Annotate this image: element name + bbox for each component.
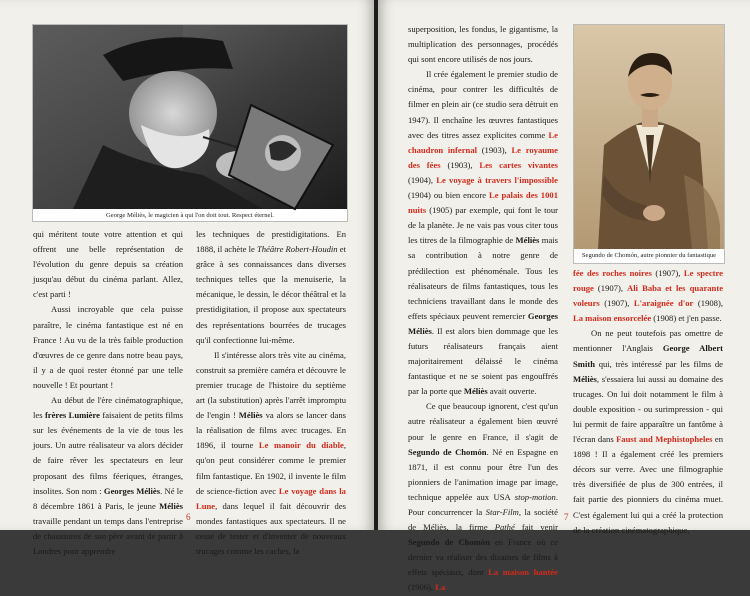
film-title: Le chaudron infernal [408, 129, 558, 155]
paragraph [33, 227, 183, 302]
text-run: Méliès [463, 386, 488, 397]
text-run: Ce que beaucoup ignorent, c'est qu'un autre réalisateur a également bien œuvré pour le genre en France, il s'agit de [408, 401, 558, 442]
paragraph [196, 348, 346, 559]
text-run: Méliès [159, 500, 183, 511]
paragraph [408, 22, 558, 67]
text-run: George Albert Smith [573, 343, 723, 369]
film-title: Le manoir du diable [258, 440, 344, 451]
paragraph [573, 326, 723, 537]
film-title: Le palais des 1001 nuits [408, 190, 558, 216]
chomon-portrait-image [574, 25, 724, 249]
film-title: Les cartes vivantes [479, 159, 559, 170]
film-title: La [435, 582, 446, 593]
paragraph [408, 399, 558, 595]
text-run: Méliès [238, 410, 263, 421]
text-run: frères Lumière [44, 410, 100, 421]
text-run: travaille pendant un temps dans l'entreprise de chaussures de son père avant de partir à Londres pour apprendre [33, 515, 183, 556]
text-run: Segundo de Chomón [408, 537, 490, 548]
melies-photo-caption: George Méliès, le magicien à qui l'on doit tout. Respect éternel. [106, 212, 274, 219]
page-number-left: 6 [186, 512, 191, 522]
chomon-photo-caption: Segundo de Chomón, autre pionnier du fantastique [581, 252, 717, 259]
text-run: mais sa contribution à notre genre de prédilection est phénoménale. Tous les réalisateurs de films fantastiques, tous les techniciens travaillant dans le monde des effets spéciaux peuvent remercier [408, 235, 558, 321]
text-run: Il crée également le premier studio de cinéma, pour contrer les difficultés de filmer en plein air (ce studio sera détruit en 1947). Il enchaîne les œuvres fantastiques avec des titres assez explicites comme [408, 69, 558, 140]
text-run: Pathé [494, 522, 515, 533]
text-run: (1907), [593, 283, 628, 294]
text-run: en France où ce dernier va réaliser des dizaines de films à effets spéciaux, dont [408, 537, 559, 578]
text-run: Méliès [515, 235, 540, 246]
film-title: La maison ensorcelée [573, 313, 652, 324]
text-run: Théâtre Robert-Houdin [256, 244, 338, 255]
paragraph [573, 266, 723, 326]
right-page-column-1 [408, 22, 558, 596]
text-run: Il s'intéresse alors très vite au cinéma, construit sa première caméra et découvre le premier trucage de l'histoire du septième art (la substitution) après l'arrêt impromptu de l'engin ! [196, 349, 346, 421]
right-page-column-2 [573, 266, 723, 538]
text-run: les techniques de prestidigitations. En 1888, il achète le [196, 229, 346, 255]
film-title: fée des roches noires [573, 268, 652, 278]
text-run: , dans lequel il fait découvrir des mondes fantastiques aux spectateurs. Il ne cesse de tester et d'inventer de nouveaux trucages comme les caches, la [196, 500, 346, 556]
text-run: (1903), [440, 159, 480, 170]
text-run: Georges Méliès [408, 310, 558, 336]
text-run: (1908) et j'en passe. [651, 313, 722, 324]
film-title: Ali Baba et les quarante voleurs [573, 283, 724, 309]
text-run: et grâce à ses connaissances dans diverses techniques telles que la menuiserie, la mécanique, le dessin, le décor théâtral et la prestidigitation, il propose aux spectateurs des représentations bourrées de trucages qu'il confectionne lui-même. [196, 244, 346, 345]
left-page-column-1 [33, 227, 183, 559]
text-run: . Né en Espagne en 1871, il est connu pour être l'un des pionniers de l'animation image par image, technique appelée aux USA [408, 446, 558, 502]
melies-painting-image [33, 25, 347, 209]
text-run: Segundo de Chomón [408, 446, 487, 457]
film-title: Le voyage dans la Lune [196, 485, 346, 511]
paragraph [196, 227, 346, 348]
chomon-photo [573, 24, 725, 264]
text-run: , qu'on peut considérer comme le premier film fantastique. En 1902, il invente le film de science-fiction avec [196, 440, 346, 496]
text-run: (1905) par exemple, qui font le tour de la planète. Je ne vais pas vous citer tous les titres de la filmographie de [408, 205, 558, 246]
paragraph [408, 67, 558, 399]
paragraph [33, 302, 183, 393]
left-page [0, 0, 374, 556]
text-run: . Il est alors bien dommage que les futurs réalisateurs français aient majoritairement délaissé le cinéma fantastique et ne se soient pas engouffrés par la porte que [408, 325, 558, 397]
text-run: On ne peut toutefois pas omettre de mentionner l'Anglais [573, 328, 723, 354]
text-run: (1903), [477, 144, 512, 155]
text-run: Star-Film [485, 507, 519, 517]
film-title: Le spectre rouge [573, 268, 723, 294]
text-run: qui, très intéressé par les films de [594, 358, 723, 369]
text-run: superposition, les fondus, le gigantisme, la multiplication des personnages, procédés qui sont encore utilisés de nos jours. [408, 24, 558, 65]
text-run: . Pour concurrencer la [408, 491, 558, 517]
text-run: (1907), [599, 298, 634, 309]
film-title: L'araignée d'or [633, 298, 694, 309]
text-run: (1904), [408, 174, 437, 185]
film-title: Le voyage à travers l'impossible [436, 174, 558, 185]
text-run: (1904) ou bien encore [408, 190, 489, 201]
text-run: , s'essaiera lui aussi au domaine des trucages. On lui doit notamment le film à double exposition - ou surimpression - qui lui permit de faire apparaître un fantôme à l'écran dans [573, 373, 723, 445]
page-number-right: 7 [564, 512, 569, 522]
text-run: (1906), [408, 582, 436, 593]
text-run: Au début de l'ère cinématographique, les [33, 395, 183, 421]
text-run: qui méritent toute votre attention et qui offrent une belle représentation de l'évolution du genre depuis sa création jusqu'au début du cinéma parlant. Allez, c'est parti ! [33, 229, 183, 300]
melies-photo [32, 24, 348, 222]
text-run: va alors se lancer dans la réalisation de films avec trucages. En 1896, il tourne [196, 410, 346, 451]
right-page [378, 0, 750, 593]
text-run: Méliès [573, 373, 597, 384]
left-page-column-2 [196, 227, 346, 559]
film-title: Le royaume des fées [408, 144, 558, 170]
text-run: Georges Méliès [103, 485, 161, 496]
text-run: fait venir [514, 522, 558, 533]
text-run: (1908), [693, 298, 723, 309]
paragraph [33, 393, 183, 559]
text-run: stop-motion [514, 491, 556, 502]
text-run: Aussi incroyable que cela puisse paraître, le cinéma fantastique est né en France ! Au vu de la très faible production d'œuvres de ce genre dans notre beau pays, il y a de quoi rester étonné par une telle nouvelle ! Et pourtant ! [33, 304, 183, 390]
text-run: , la société de Méliès, la firme [408, 507, 558, 533]
text-run: en 1898 ! Il a également créé les premiers décors sur verre. Avec une filmographie très diversifiée de plus de 300 entrées, il fait partie des pionniers du cinéma muet. C'est également lui qui a créé la protection de la création cinématographique, [573, 434, 724, 535]
text-run: (1907), [651, 268, 684, 278]
text-run: avait ouverte. [487, 386, 537, 397]
film-title: Faust and Mephistopheles [616, 434, 713, 445]
text-run: . Né le 8 décembre 1861 à Paris, le jeune [33, 485, 184, 511]
film-title: La maison hantée [488, 567, 558, 578]
text-run: faisaient de petits films sur les événements de la vie de tous les jours. Un autre réalisateur va alors décider de faire rêver les spectateurs en leur proposant des films féeriques, étranges, insolites. Son nom : [33, 410, 183, 496]
